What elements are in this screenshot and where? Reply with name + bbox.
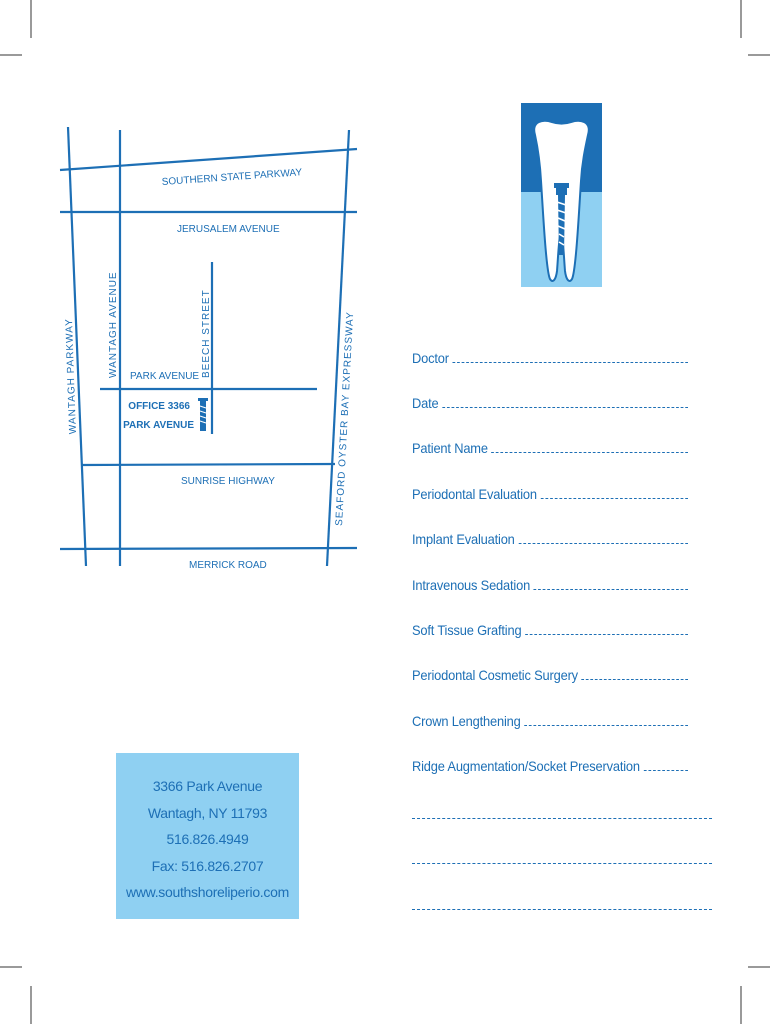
form-field-label: Periodontal Evaluation [412, 486, 537, 502]
form-field-line [525, 634, 688, 635]
label-office-line1: OFFICE 3366 [128, 401, 190, 412]
label-seaford: SEAFORD OYSTER BAY EXPRESSWAY [334, 311, 357, 527]
contact-address: 3366 Park Avenue [152, 778, 263, 794]
tooth-implant-icon [521, 103, 602, 287]
label-office-line2: PARK AVENUE [123, 420, 194, 431]
form-field-line [644, 770, 688, 771]
contact-info-box [116, 753, 299, 919]
label-jerusalem: JERUSALEM AVENUE [177, 224, 280, 235]
form-field-label: Doctor [412, 350, 449, 366]
road-southern-state [60, 149, 357, 170]
road-merrick [60, 548, 357, 549]
form-field-doctor[interactable] [412, 342, 688, 366]
crop-mark [748, 54, 770, 56]
form-field-implant-evaluation[interactable] [412, 523, 688, 547]
form-field-soft-tissue-grafting[interactable] [412, 614, 688, 638]
blank-line[interactable] [412, 909, 712, 910]
form-field-line [534, 589, 688, 590]
contact-website[interactable]: www.southshoreliperio.com [126, 884, 289, 900]
form-field-patient-name[interactable] [412, 432, 688, 456]
contact-city: Wantagh, NY 11793 [147, 804, 268, 821]
form-field-label: Date [412, 395, 439, 411]
label-beech: BEECH STREET [201, 289, 212, 378]
contact-phone[interactable]: 516.826.4949 [166, 831, 249, 847]
form-field-crown-lengthening[interactable] [412, 705, 688, 729]
form-field-label: Soft Tissue Grafting [412, 622, 522, 638]
crop-mark [740, 986, 742, 1024]
crop-mark [740, 0, 742, 38]
form-field-label: Periodontal Cosmetic Surgery [412, 667, 578, 683]
blank-line[interactable] [412, 863, 712, 864]
form-field-line [442, 407, 688, 408]
form-field-label: Ridge Augmentation/Socket Preservation [412, 758, 640, 774]
crop-mark [0, 966, 22, 968]
form-field-line [453, 362, 688, 363]
form-field-line [582, 679, 688, 680]
road-sunrise [82, 464, 335, 465]
form-field-periodontal-evaluation[interactable] [412, 478, 688, 502]
form-field-line [524, 725, 688, 726]
crop-mark [30, 986, 32, 1024]
form-field-ridge-augmentation[interactable] [412, 750, 688, 774]
form-field-line [492, 452, 688, 453]
form-field-label: Crown Lengthening [412, 713, 521, 729]
crop-mark [748, 966, 770, 968]
form-field-date[interactable] [412, 387, 688, 411]
form-field-label: Implant Evaluation [412, 531, 515, 547]
blank-line[interactable] [412, 818, 712, 819]
label-wantagh-avenue: WANTAGH AVENUE [108, 271, 119, 378]
form-field-periodontal-cosmetic-surgery[interactable] [412, 659, 688, 683]
label-merrick: MERRICK ROAD [189, 560, 267, 571]
form-field-label: Intravenous Sedation [412, 577, 531, 593]
form-field-line [518, 543, 688, 544]
label-wantagh-parkway: WANTAGH PARKWAY [63, 318, 79, 435]
location-map [0, 0, 380, 620]
form-field-line [541, 498, 688, 499]
label-southern-state: SOUTHERN STATE PARKWAY [161, 167, 303, 188]
form-field-intravenous-sedation[interactable] [412, 569, 688, 593]
contact-fax: Fax: 516.826.2707 [151, 857, 264, 874]
form-field-label: Patient Name [412, 440, 488, 456]
label-park-avenue: PARK AVENUE [130, 371, 200, 382]
label-sunrise: SUNRISE HIGHWAY [181, 476, 275, 487]
implant-marker-icon [198, 398, 208, 431]
